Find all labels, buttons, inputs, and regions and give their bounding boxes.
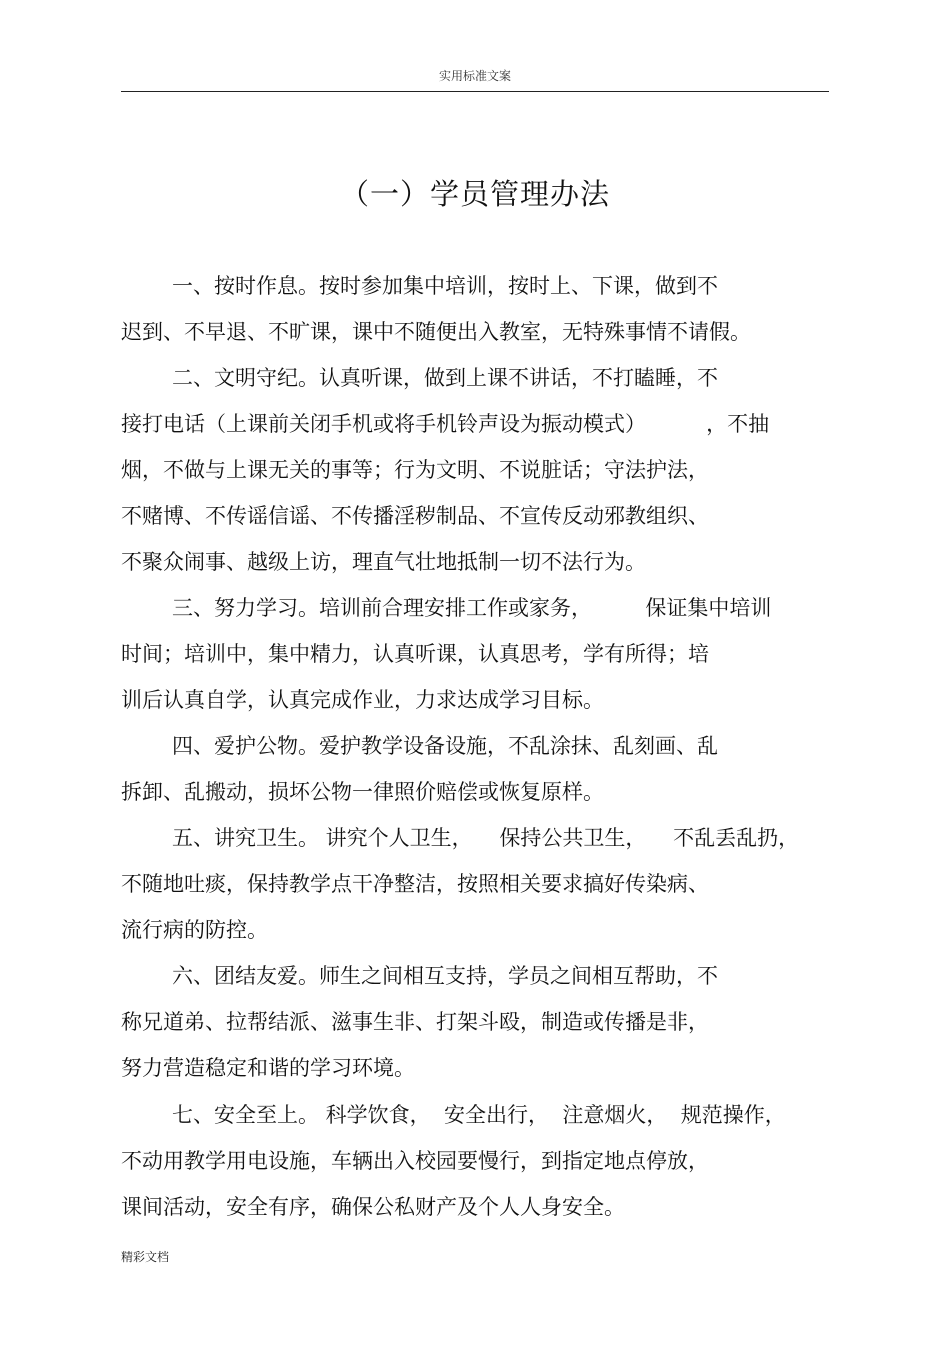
rule-2-line-4: 不赌博、不传谣信谣、不传播淫秽制品、不宣传反动邪教组织、 xyxy=(121,504,709,528)
rule-5-line-3: 流行病的防控。 xyxy=(121,918,268,942)
rule-4-line-2: 拆卸、乱搬动，损坏公物一律照价赔偿或恢复原样。 xyxy=(121,780,604,804)
rule-2-line-2: 接打电话（上课前关闭手机或将手机铃声设为振动模式） ，不抽 xyxy=(121,412,770,436)
document-title: （一）学员管理办法 xyxy=(339,177,610,211)
rule-3-line-2: 时间；培训中，集中精力，认真听课，认真思考，学有所得；培 xyxy=(121,642,709,666)
rule-2-line-1: 二、文明守纪。认真听课，做到上课不讲话，不打瞌睡，不 xyxy=(172,366,718,390)
rule-7-line-2: 不动用教学用电设施，车辆出入校园要慢行，到指定地点停放， xyxy=(121,1149,709,1173)
rule-3-line-3: 训后认真自学，认真完成作业，力求达成学习目标。 xyxy=(121,688,604,712)
rule-2-line-5: 不聚众闹事、越级上访，理直气壮地抵制一切不法行为。 xyxy=(121,550,646,574)
rule-3-line-1: 三、努力学习。培训前合理安排工作或家务， 保证集中培训 xyxy=(172,596,772,620)
rule-2-line-3: 烟，不做与上课无关的事等；行为文明、不说脏话；守法护法， xyxy=(121,458,709,482)
rule-5-line-1: 五、讲究卫生。 讲究个人卫生， 保持公共卫生， 不乱丢乱扔， xyxy=(172,826,800,850)
rule-6-line-1: 六、团结友爱。师生之间相互支持，学员之间相互帮助，不 xyxy=(172,964,718,988)
rule-7-line-3: 课间活动，安全有序，确保公私财产及个人人身安全。 xyxy=(121,1195,625,1219)
rule-1-line-2: 迟到、不早退、不旷课，课中不随便出入教室，无特殊事情不请假。 xyxy=(121,320,751,344)
rule-5-line-2: 不随地吐痰，保持教学点干净整洁，按照相关要求搞好传染病、 xyxy=(121,872,709,896)
page-footer: 精彩文档 xyxy=(121,1250,170,1264)
rule-6-line-2: 称兄道弟、拉帮结派、滋事生非、打架斗殴，制造或传播是非， xyxy=(121,1010,709,1034)
header-divider xyxy=(121,91,829,92)
rule-4-line-1: 四、爱护公物。爱护教学设备设施，不乱涂抹、乱刻画、乱 xyxy=(172,734,718,758)
page-header: 实用标准文案 xyxy=(438,69,511,83)
rule-7-line-1: 七、安全至上。 科学饮食， 安全出行， 注意烟火， 规范操作， xyxy=(172,1103,786,1127)
rule-6-line-3: 努力营造稳定和谐的学习环境。 xyxy=(121,1056,415,1080)
rule-1-line-1: 一、按时作息。按时参加集中培训，按时上、下课，做到不 xyxy=(172,274,718,298)
